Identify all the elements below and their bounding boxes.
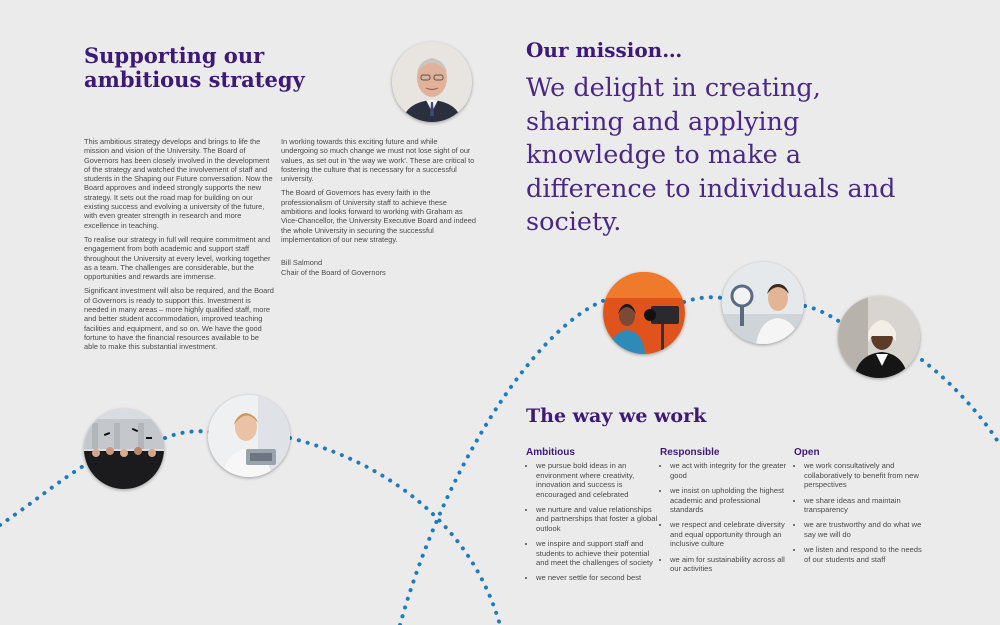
scientist-equipment-photo bbox=[722, 262, 804, 344]
board-chair-portrait bbox=[392, 42, 472, 122]
list-item: • we pursue bold ideas in an environment where creativity, innovation and success is encouraged and celebrated bbox=[536, 461, 658, 499]
mission-statement: We delight in creating, sharing and applying knowledge to make a difference to individuals and society. bbox=[526, 73, 896, 237]
values-column-responsible bbox=[660, 448, 792, 579]
list-item: • we are trustworthy and do what we say we will do bbox=[804, 520, 929, 539]
graduation-photo bbox=[84, 409, 164, 489]
value-heading: Responsible bbox=[660, 447, 720, 458]
signature-block bbox=[281, 258, 476, 277]
way-we-work-title: The way we work bbox=[526, 405, 707, 427]
strategy-text-column-1 bbox=[84, 137, 274, 357]
list-item: • we act with integrity for the greater good bbox=[670, 461, 792, 480]
list-item: • we aim for sustainability across all our activities bbox=[670, 555, 792, 574]
list-item: • we nurture and value relationships and partnerships that foster a global outlook bbox=[536, 505, 658, 533]
paragraph: This ambitious strategy develops and brings to life the mission and vision of the University. The Board of Governors has been closely involved in the development of the strategy and watched the involvement of staff and students in the Shaping our Future conversation. Now the Board approves and indeed strongly supports the new strategy. It sets out the road map for building on our existing success and evolving a university of the future, with even greater strength in research and more excellence in teaching. bbox=[84, 137, 273, 230]
strategy-text-column-2 bbox=[281, 137, 476, 277]
list-item: • we listen and respond to the needs of our students and staff bbox=[804, 545, 929, 564]
value-heading: Open bbox=[794, 447, 820, 458]
paragraph: To realise our strategy in full will require commitment and engagement from both academic and support staff throughout the University at every level, working together as a team. The challenges are considerable, but the opportunities and rewards are immense. bbox=[84, 234, 271, 282]
list-item: • we share ideas and maintain transparency bbox=[804, 496, 929, 515]
value-list bbox=[794, 461, 929, 564]
value-heading: Ambitious bbox=[526, 447, 575, 458]
values-column-open bbox=[794, 448, 929, 570]
value-list bbox=[526, 461, 658, 582]
mission-title: Our mission… bbox=[526, 38, 683, 62]
camera-operator-photo bbox=[603, 272, 685, 354]
list-item: • we insist on upholding the highest academic and professional standards bbox=[670, 486, 792, 514]
paragraph: In working towards this exciting future and while undergoing so much change we must not lose sight of our values, as set out in 'the way we work'. These are critical to fostering the culture that is necessary for a successful university. bbox=[281, 137, 475, 184]
list-item: • we work consultatively and collaboratively to benefit from new perspectives bbox=[804, 461, 929, 489]
barrister-photo bbox=[838, 296, 920, 378]
supporting-strategy-title: Supporting our ambitious strategy bbox=[84, 43, 305, 92]
lab-student-photo bbox=[208, 395, 290, 477]
paragraph: The Board of Governors has every faith in the professionalism of University staff to achieve these ambitions and looks forward to working with Graham as Vice-Chancellor, the University Executive Board and indeed the whole University in securing the successful implementation of our new strategy. bbox=[281, 188, 477, 244]
values-column-ambitious bbox=[526, 448, 658, 589]
list-item: • we inspire and support staff and students to achieve their potential and meet the challenges of society bbox=[536, 539, 658, 567]
paragraph: Significant investment will also be required, and the Board of Governors is ready to support this. Investment is needed in many areas – more highly qualified staff, more and better student accommodation, improved teaching facilities and equipment, and so on. We have the good fortune to have the financial resources available to be able to make this substantial investment. bbox=[84, 286, 274, 352]
list-item: • we never settle for second best bbox=[536, 573, 658, 582]
signature-role: Chair of the Board of Governors bbox=[281, 267, 386, 277]
list-item: • we respect and celebrate diversity and equal opportunity through an inclusive culture bbox=[670, 520, 792, 548]
value-list bbox=[660, 461, 792, 573]
signature-name: Bill Salmond bbox=[281, 258, 323, 268]
